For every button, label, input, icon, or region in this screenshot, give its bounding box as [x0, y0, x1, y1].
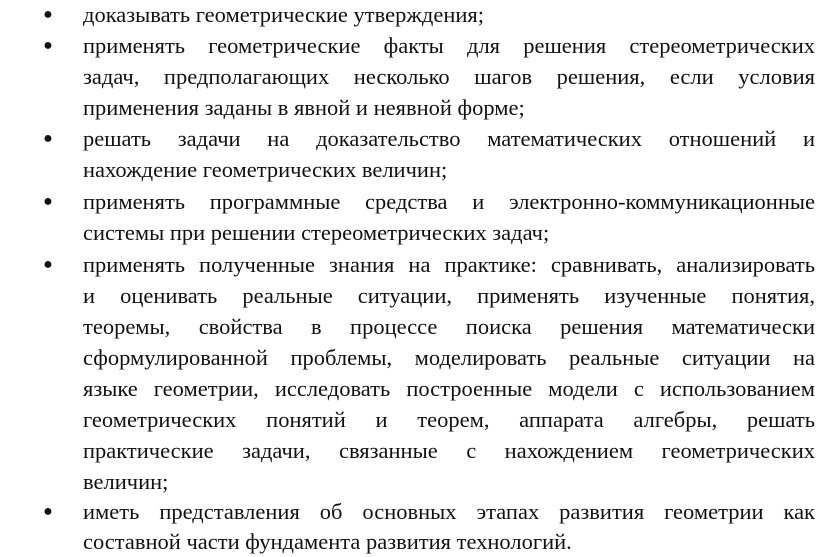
bullet-icon: ●	[43, 130, 53, 147]
list-item-line: системы при решении стереометрических задач;	[83, 220, 550, 245]
list-item-line: применять программные средства и электронно-коммуникационные	[83, 189, 815, 214]
list-item-line: теоремы, свойства в процессе поиска решения математически	[83, 314, 815, 339]
list-item-line: применения заданы в явной и неявной форме;	[83, 95, 525, 120]
bullet-icon: ●	[43, 37, 53, 54]
list-item-line: геометрических понятий и теорем, аппарата алгебры, решать	[83, 407, 815, 432]
list-item-line: применять полученные знания на практике: сравнивать, анализировать	[83, 252, 815, 277]
list-item-line: доказывать геометрические утверждения;	[83, 2, 485, 27]
list-item-line: сформулированной проблемы, моделировать реальные ситуации на	[83, 345, 815, 370]
list-item-line: величин;	[83, 469, 169, 494]
list-item-line: практические задачи, связанные с нахождением геометрических	[83, 438, 815, 463]
list-item-line: нахождение геометрических величин;	[83, 157, 448, 182]
list-item-line: иметь представления об основных этапах развития геометрии как	[83, 499, 815, 524]
list-item-line: применять геометрические факты для решения стереометрических	[83, 33, 815, 58]
bullet-icon: ●	[43, 6, 53, 23]
list-item-line: задач, предполагающих несколько шагов решения, если условия	[83, 64, 815, 89]
list-item-line: составной части фундамента развития технологий.	[83, 529, 572, 554]
list-item-line: и оценивать реальные ситуации, применять изученные понятия,	[83, 283, 815, 308]
list-item-line: языке геометрии, исследовать построенные модели с использованием	[83, 376, 815, 401]
bullet-icon: ●	[43, 256, 53, 273]
bullet-icon: ●	[43, 503, 53, 520]
list-item-line: решать задачи на доказательство математических отношений и	[83, 126, 815, 151]
bullet-icon: ●	[43, 193, 53, 210]
